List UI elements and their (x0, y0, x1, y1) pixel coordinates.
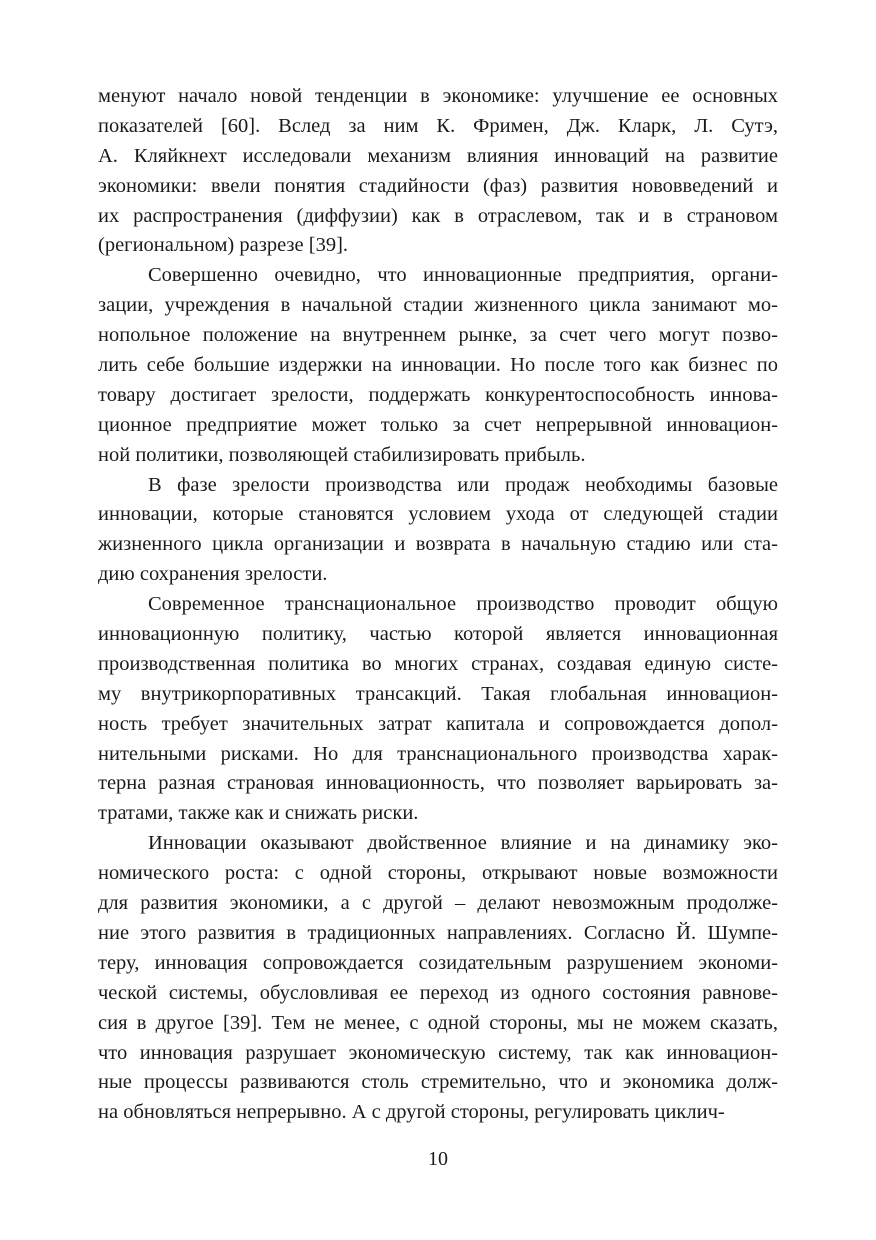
text-line: для развития экономики, а с другой – делают невозможным продолже- (98, 892, 778, 915)
text-line: нительными рисками. Но для транснационального производства харак- (98, 742, 778, 765)
text-line: на обновляться непрерывно. А с другой стороны, регулировать циклич- (98, 1101, 725, 1124)
text-line: инновационную политику, частью которой является инновационная (98, 623, 778, 646)
text-line: теру, инновация сопровождается созидательным разрушением экономи- (98, 951, 778, 974)
paragraph (98, 590, 778, 829)
page-number: 10 (428, 1148, 448, 1170)
text-line: экономики: ввели понятия стадийности (фаз) развития нововведений и (98, 174, 778, 197)
text-line: сия в другое [39]. Тем не менее, с одной стороны, мы не можем сказать, (98, 1011, 778, 1034)
text-line: Современное транснациональное производство проводит общую (148, 593, 778, 616)
text-line: ной политики, позволяющей стабилизировать прибыль. (98, 443, 586, 466)
text-line: товару достигает зрелости, поддержать конкурентоспособность иннова- (98, 383, 778, 406)
paragraph (98, 829, 778, 1128)
text-line: ные процессы развиваются столь стремительно, что и экономика долж- (98, 1071, 778, 1094)
text-line: что инновация разрушает экономическую систему, так как инновацион- (98, 1041, 778, 1064)
text-line: Совершенно очевидно, что инновационные предприятия, органи- (148, 264, 778, 287)
text-line: лить себе большие издержки на инновации. Но после того как бизнес по (98, 354, 778, 377)
text-line: (региональном) разрезе [39]. (98, 234, 349, 257)
text-line: А. Кляйкнехт исследовали механизм влияния инноваций на развитие (98, 144, 778, 167)
text-line: зации, учреждения в начальной стадии жизненного цикла занимают мо- (98, 294, 778, 317)
text-line: жизненного цикла организации и возврата в начальную стадию или ста- (98, 533, 778, 556)
text-line: их распространения (диффузии) как в отраслевом, так и в страновом (98, 204, 778, 227)
text-line: показателей [60]. Вслед за ним К. Фримен, Дж. Кларк, Л. Сутэ, (98, 114, 778, 137)
text-line: ние этого развития в традиционных направлениях. Согласно Й. Шумпе- (98, 921, 778, 944)
text-line: терна разная страновая инновационность, что позволяет варьировать за- (98, 772, 778, 795)
text-line: дию сохранения зрелости. (98, 563, 328, 586)
text-line: менуют начало новой тенденции в экономике: улучшение ее основных (98, 85, 778, 107)
body-text (98, 82, 778, 1128)
text-line: ность требует значительных затрат капитала и сопровождается допол- (98, 712, 778, 735)
paragraph (98, 82, 778, 261)
text-line: производственная политика во многих странах, создавая единую систе- (98, 652, 778, 675)
text-line: ческой системы, обусловливая ее переход из одного состояния равнове- (98, 981, 778, 1004)
text-line: инновации, которые становятся условием ухода от следующей стадии (98, 503, 778, 526)
text-line: тратами, также как и снижать риски. (98, 802, 419, 825)
text-line: ционное предприятие может только за счет непрерывной инновацион- (98, 413, 778, 436)
text-line: нопольное положение на внутреннем рынке, за счет чего могут позво- (98, 324, 778, 347)
paragraph (98, 261, 778, 470)
text-line: номического роста: с одной стороны, открывают новые возможности (98, 862, 778, 885)
text-line: му внутрикорпоративных трансакций. Такая глобальная инновацион- (98, 682, 778, 705)
text-line: Инновации оказывают двойственное влияние и на динамику эко- (148, 832, 778, 855)
text-line: В фазе зрелости производства или продаж необходимы базовые (148, 473, 778, 496)
paragraph (98, 471, 778, 591)
